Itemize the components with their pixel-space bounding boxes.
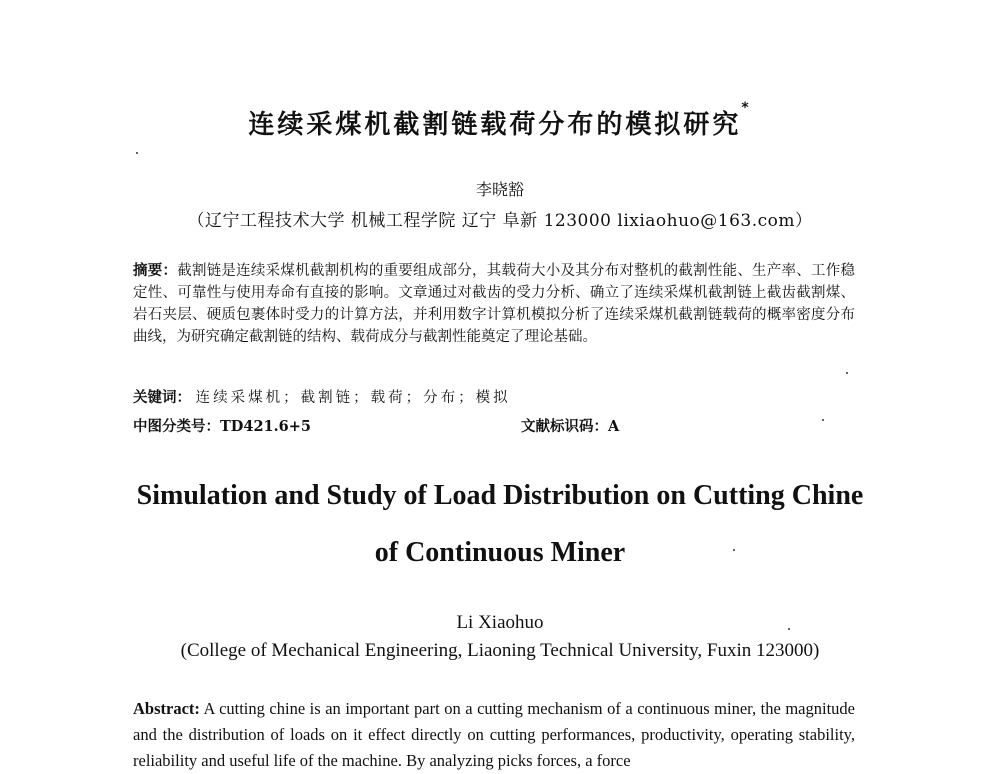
document-code-value: A	[608, 418, 620, 435]
classification-line	[133, 415, 855, 436]
scan-speck	[788, 628, 790, 630]
chinese-author: 李晓豁	[475, 180, 524, 199]
chinese-title	[0, 100, 1000, 141]
english-affiliation: (College of Mechanical Engineering, Liaoning Technical University, Fuxin 123000)	[180, 640, 820, 661]
classification-label: 中图分类号：	[133, 418, 220, 435]
chinese-keywords-text: 连续采煤机；截割链；载荷；分布；模拟	[195, 390, 511, 406]
chinese-abstract	[133, 260, 855, 348]
chinese-abstract-label: 摘要：	[133, 262, 178, 279]
chinese-keywords-label: 关键词：	[133, 389, 191, 406]
document-code	[521, 415, 619, 436]
english-abstract-text: A cutting chine is an important part on a cutting mechanism of a continuous miner, the magnitude and the distribution of loads on it effect directly on cutting performances, productivity, operating stability, reliability and useful life of the machine. By analyzing picks forces, a force	[133, 699, 855, 770]
title-footnote-mark: *	[741, 100, 752, 116]
scan-speck	[846, 372, 848, 374]
chinese-title-text: 连续采煤机截割链载荷分布的模拟研究	[248, 110, 742, 140]
english-abstract-label: Abstract:	[133, 699, 200, 718]
chinese-abstract-text: 截割链是连续采煤机截割机构的重要组成部分，其载荷大小及其分布对整机的截割性能、生产率、工作稳定性、可靠性与使用寿命有直接的影响。文章通过对截齿的受力分析、确立了连续采煤机截割链上截齿截割煤、岩石夹层、硬质包裹体时受力的计算方法，并利用数字计算机模拟分析了连续采煤机截割链载荷的概率密度分布曲线，为研究确定截割链的结构、载荷成分与截割性能奠定了理论基础。	[133, 263, 855, 345]
scan-speck	[136, 152, 138, 154]
english-title-line2: of Continuous Miner	[374, 537, 626, 568]
scan-speck	[733, 549, 735, 551]
english-author: Li Xiaohuo	[456, 612, 544, 633]
classification-value: TD421.6+5	[220, 418, 312, 435]
english-title-line1: Simulation and Study of Load Distribution on Cutting Chine	[136, 480, 864, 511]
chinese-keywords	[133, 386, 855, 407]
document-code-label: 文献标识码：	[521, 418, 608, 435]
scan-speck	[822, 419, 824, 421]
english-abstract	[133, 696, 855, 774]
chinese-affiliation: （辽宁工程技术大学 机械工程学院 辽宁 阜新 123000 lixiaohuo@163.com）	[187, 211, 813, 231]
